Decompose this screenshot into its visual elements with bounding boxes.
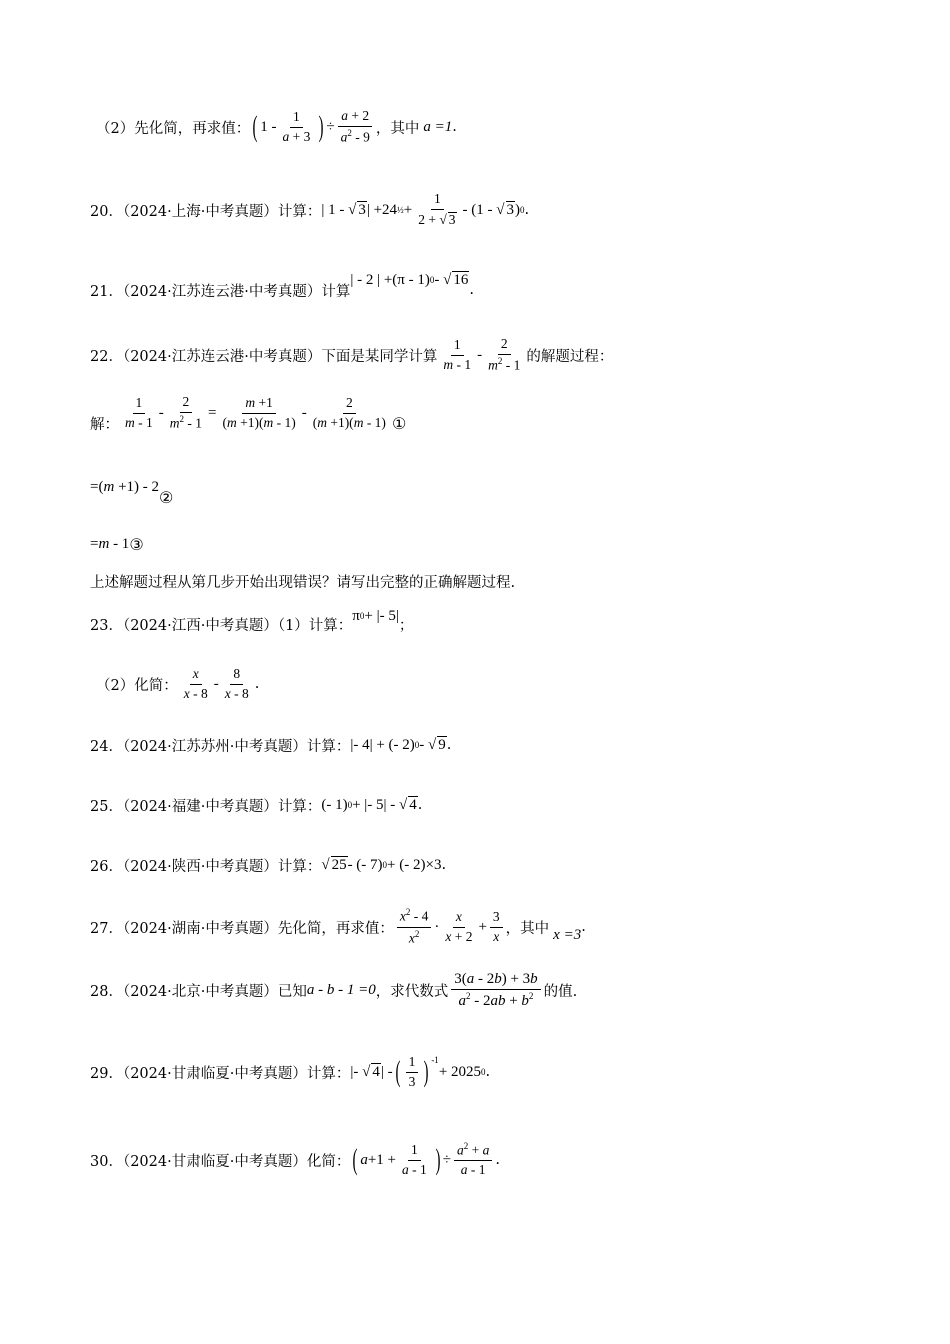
condition: a - b - 1 =0 [306,981,376,998]
question-suffix: 的值. [543,983,578,1000]
expression: $\frac{1}{m - 1}$ - $\frac{2}{m^2 - 1}$ = $\frac{m +1}{(m +1)(m - 1)}$ - $\frac{2}{(m +1)(m - 1)}$ [125,393,386,431]
question-24 [90,725,451,765]
question-tail: . [452,119,457,135]
question-suffix: . [524,202,530,218]
question-22-prompt [90,570,515,592]
question-prefix: 25．（2024·福建·中考真题）计算： [90,798,322,815]
question-suffix: . [495,1152,500,1168]
question-suffix: . [469,282,474,298]
step-marker: ② [159,487,174,507]
question-suffix: ，其中 [375,120,420,137]
question-prefix: 23．（2024·江西·中考真题）（1）计算： [90,617,353,634]
expression: | 1 - √ 3 | +24 ½ + $\frac{1}{2 + √ 3}$ - (1 - √ 3 ) 0 [321,191,525,227]
expression: | - 2 | +(π - 1) 0 - √ 16 [350,271,469,288]
expression: $\frac{x^2 - 4}{x^2}$ · $\frac{x}{x + 2}$ + $\frac{3}{x}$ [394,908,506,946]
question-suffix: . [417,797,423,813]
question-suffix: . [441,857,447,873]
question-prefix: 26．（2024·陕西·中考真题）计算： [90,858,322,875]
question-25 [90,785,422,825]
question-suffix: . [485,1064,491,1080]
question-suffix: ； [398,617,414,634]
expression: (- 1) 0 + |- 5| - √ 4 [321,796,417,813]
expression: |- 4| + (- 2) 0 - √ 9 [350,736,446,753]
expression: ( a +1 + $\frac{1}{a - 1}$ ) ÷ $\frac{a^2 + a}{a - 1}$ [350,1142,495,1178]
question-prefix: （2）先化简，再求值： [96,120,251,137]
question-prefix: 24．（2024·江苏苏州·中考真题）计算： [90,738,351,755]
question-22-step-1 [90,388,406,438]
question-suffix: . [254,676,260,692]
question-22-step-3 [90,532,144,556]
expression: π 0 + |- 5| [352,607,399,624]
question-prefix: 20．（2024·上海·中考真题）计算： [90,203,322,220]
question-22 [90,333,613,377]
question-suffix: 的解题过程： [526,348,614,365]
question-23 [90,604,413,644]
question-suffix: ，其中 [505,920,550,937]
question-suffix: . [446,737,452,753]
question-prefix: 28．（2024·北京·中考真题）已知 [90,983,307,1000]
expression: =(m +1) - 2 [90,478,160,495]
question-19-part-2 [96,102,457,152]
question-22-step-2 [90,472,174,507]
question-23-part-2 [96,660,259,708]
question-prefix: 29．（2024·甘肃临夏·中考真题）计算： [90,1065,351,1082]
question-tail: . [581,919,586,935]
question-text: 上述解题过程从第几步开始出现错误？请写出完整的正确解题过程. [90,574,516,591]
step-marker: ① [391,413,407,433]
expression: =m - 1 [90,535,130,552]
condition: a =1 [423,118,453,135]
question-mid: ，求代数式 [375,983,449,1000]
question-30 [90,1132,500,1188]
question-prefix: 27．（2024·湖南·中考真题）先化简，再求值： [90,920,394,937]
question-28 [90,962,577,1018]
expression: ( 1 - $\frac{1}{a + 3}$ ) ÷ $\frac{a + 2}{a^2 - 9}$ [250,109,376,145]
question-prefix: 22．（2024·江苏连云港·中考真题）下面是某同学计算 [90,348,438,365]
expression: |- √ 4 | - ( $\frac{1}{3}$ ) -1 + 2025 0 [350,1053,486,1089]
question-26 [90,845,446,885]
question-prefix: （2）化简： [96,677,178,694]
question-prefix: 21．（2024·江苏连云港·中考真题）计算 [90,283,351,300]
question-prefix: 30．（2024·甘肃临夏·中考真题）化简： [90,1153,351,1170]
expression: $\frac{3(a - 2b) + 3b}{a^2 - 2ab + b^2}$ [448,971,543,1010]
step-marker: ③ [129,534,144,554]
question-21 [90,270,474,310]
question-20 [90,185,529,235]
expression: $\frac{1}{m - 1}$ - $\frac{2}{m^2 - 1}$ [443,335,521,373]
question-29 [90,1040,490,1104]
expression: √ 25 - (- 7) 0 + (- 2)×3 [321,856,442,873]
question-27 [90,902,586,952]
condition: x =3 [553,926,582,943]
question-prefix: 解： [90,416,119,433]
expression: $\frac{x}{x - 8}$ - $\frac{8}{x - 8}$ [183,665,249,701]
